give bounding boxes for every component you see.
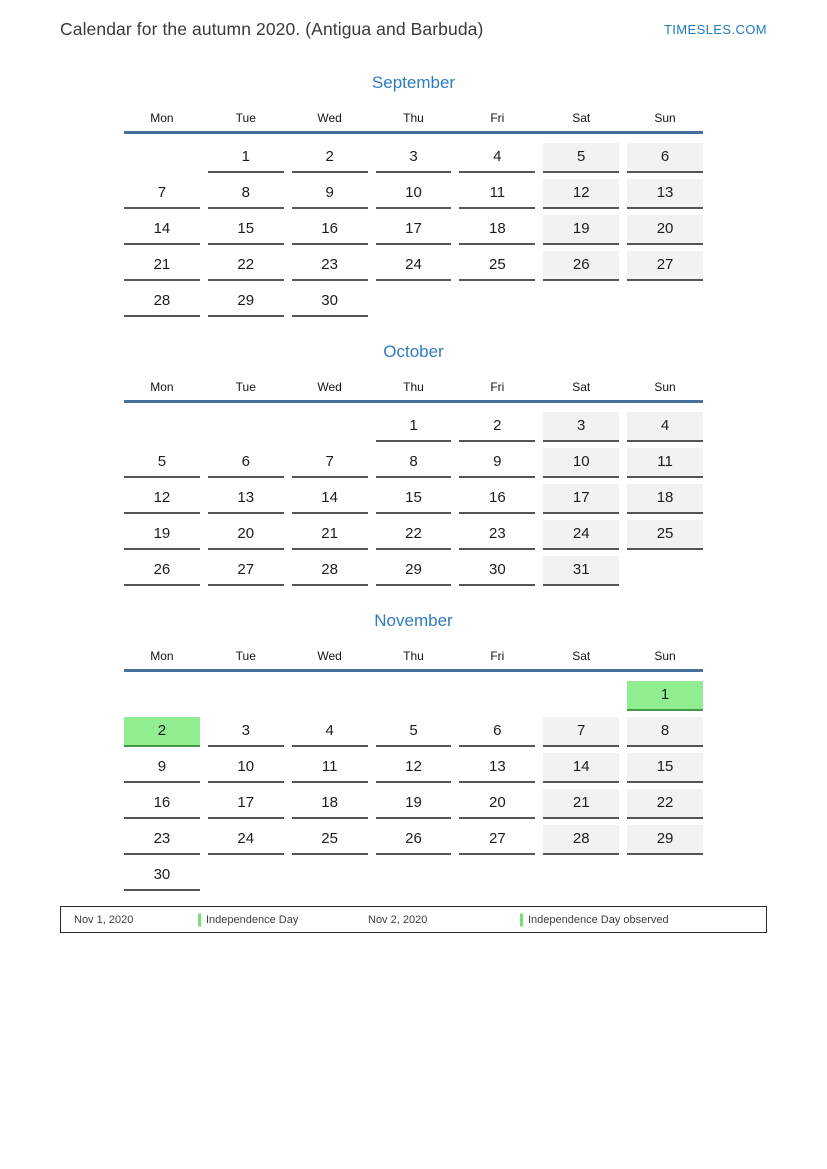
day-cell: 1 [376,412,452,442]
empty-cell [376,861,452,889]
day-cell: 6 [459,717,535,747]
weekend-day-cell: 14 [543,753,619,783]
weekday-label: Sun [654,649,676,663]
weekend-day-cell: 27 [627,251,703,281]
day-cell: 27 [208,556,284,586]
weekend-day-cell: 31 [543,556,619,586]
weekend-day-cell: 8 [627,717,703,747]
empty-cell [376,681,452,709]
empty-cell [543,681,619,709]
weekend-day-cell: 28 [543,825,619,855]
weekday-label: Thu [403,111,424,125]
empty-cell [627,861,703,889]
day-cell: 15 [376,484,452,514]
holiday-marker-icon [520,913,523,926]
day-cell: 2 [292,143,368,173]
weekday-label: Thu [403,649,424,663]
weekend-day-cell: 18 [627,484,703,514]
days-grid [124,681,703,891]
weekday-label: Mon [150,111,174,125]
day-cell: 3 [376,143,452,173]
empty-cell [124,681,200,709]
weekend-day-cell: 7 [543,717,619,747]
day-cell: 17 [208,789,284,819]
weekend-day-cell: 26 [543,251,619,281]
empty-cell [124,143,200,171]
day-cell: 9 [459,448,535,478]
weekday-label: Sun [654,111,676,125]
day-cell: 16 [292,215,368,245]
day-cell: 30 [124,861,200,891]
weekday-label: Tue [235,111,256,125]
day-cell: 14 [124,215,200,245]
day-cell: 4 [292,717,368,747]
header-divider-line [124,400,703,403]
legend-label: Independence Day [206,913,299,926]
day-cell: 2 [459,412,535,442]
day-cell: 25 [459,251,535,281]
empty-cell [459,287,535,315]
legend-label: Independence Day observed [528,913,669,926]
weekend-day-cell: 15 [627,753,703,783]
holiday-day-cell: 2 [124,717,200,747]
empty-cell [292,861,368,889]
weekend-day-cell: 3 [543,412,619,442]
day-cell: 16 [459,484,535,514]
weekend-day-cell: 29 [627,825,703,855]
weekday-label: Tue [235,380,256,394]
day-cell: 18 [292,789,368,819]
empty-cell [208,681,284,709]
weekend-day-cell: 12 [543,179,619,209]
month-november [124,610,703,891]
day-cell: 23 [124,825,200,855]
empty-cell [376,287,452,315]
month-september [124,72,703,317]
day-cell: 23 [292,251,368,281]
weekday-label: Sat [572,380,591,394]
empty-cell [627,287,703,315]
day-cell: 19 [376,789,452,819]
day-cell: 28 [292,556,368,586]
day-cell: 24 [208,825,284,855]
day-cell: 12 [376,753,452,783]
weekday-label: Wed [317,380,342,394]
empty-cell [292,681,368,709]
weekday-label: Fri [490,111,505,125]
weekday-label: Fri [490,380,505,394]
day-cell: 30 [292,287,368,317]
holiday-legend [60,906,767,933]
legend-date: Nov 1, 2020 [74,913,134,926]
weekend-day-cell: 25 [627,520,703,550]
day-cell: 13 [459,753,535,783]
weekday-label: Sun [654,380,676,394]
weekday-label: Thu [403,380,424,394]
day-cell: 9 [124,753,200,783]
header-divider-line [124,131,703,134]
day-cell: 12 [124,484,200,514]
weekday-label: Tue [235,649,256,663]
weekday-label: Wed [317,649,342,663]
empty-cell [543,287,619,315]
empty-cell [627,556,703,584]
weekend-day-cell: 17 [543,484,619,514]
day-cell: 18 [459,215,535,245]
days-grid [124,412,703,586]
weekend-day-cell: 5 [543,143,619,173]
weekday-label: Wed [317,111,342,125]
weekday-label: Sat [572,649,591,663]
day-cell: 23 [459,520,535,550]
legend-date: Nov 2, 2020 [368,913,428,926]
day-cell: 11 [292,753,368,783]
day-cell: 29 [208,287,284,317]
weekend-day-cell: 13 [627,179,703,209]
day-cell: 19 [124,520,200,550]
day-cell: 4 [459,143,535,173]
empty-cell [292,412,368,440]
weekday-header-row [124,110,703,126]
page-header [60,19,767,40]
day-cell: 6 [208,448,284,478]
day-cell: 22 [208,251,284,281]
weekend-day-cell: 22 [627,789,703,819]
day-cell: 3 [208,717,284,747]
empty-cell [208,861,284,889]
empty-cell [543,861,619,889]
day-cell: 26 [376,825,452,855]
month-title: October [383,342,444,361]
weekend-day-cell: 19 [543,215,619,245]
day-cell: 22 [376,520,452,550]
day-cell: 21 [292,520,368,550]
weekend-day-cell: 6 [627,143,703,173]
day-cell: 7 [124,179,200,209]
page-title: Calendar for the autumn 2020. (Antigua and Barbuda) [60,19,484,39]
day-cell: 28 [124,287,200,317]
day-cell: 11 [459,179,535,209]
day-cell: 17 [376,215,452,245]
month-october [124,341,703,586]
day-cell: 10 [376,179,452,209]
calendar-months [0,72,827,915]
weekday-header-row [124,648,703,664]
day-cell: 21 [124,251,200,281]
day-cell: 26 [124,556,200,586]
day-cell: 9 [292,179,368,209]
day-cell: 30 [459,556,535,586]
weekend-day-cell: 24 [543,520,619,550]
day-cell: 20 [459,789,535,819]
day-cell: 25 [292,825,368,855]
holiday-marker-icon [198,913,201,926]
day-cell: 13 [208,484,284,514]
day-cell: 5 [124,448,200,478]
day-cell: 8 [208,179,284,209]
empty-cell [459,681,535,709]
day-cell: 15 [208,215,284,245]
site-link[interactable]: TIMESLES.COM [663,22,767,37]
weekend-day-cell: 4 [627,412,703,442]
day-cell: 10 [208,753,284,783]
day-cell: 29 [376,556,452,586]
empty-cell [459,861,535,889]
weekday-label: Fri [490,649,505,663]
month-title: September [371,73,456,92]
days-grid [124,143,703,317]
empty-cell [124,412,200,440]
weekend-day-cell: 20 [627,215,703,245]
day-cell: 20 [208,520,284,550]
month-title: November [374,611,453,630]
day-cell: 1 [208,143,284,173]
holiday-day-cell: 1 [627,681,703,711]
day-cell: 24 [376,251,452,281]
day-cell: 16 [124,789,200,819]
day-cell: 8 [376,448,452,478]
header-divider-line [124,669,703,672]
day-cell: 5 [376,717,452,747]
empty-cell [208,412,284,440]
weekday-label: Mon [150,380,174,394]
day-cell: 7 [292,448,368,478]
day-cell: 27 [459,825,535,855]
weekday-header-row [124,379,703,395]
weekday-label: Sat [572,111,591,125]
day-cell: 14 [292,484,368,514]
weekend-day-cell: 10 [543,448,619,478]
weekend-day-cell: 11 [627,448,703,478]
weekend-day-cell: 21 [543,789,619,819]
weekday-label: Mon [150,649,174,663]
